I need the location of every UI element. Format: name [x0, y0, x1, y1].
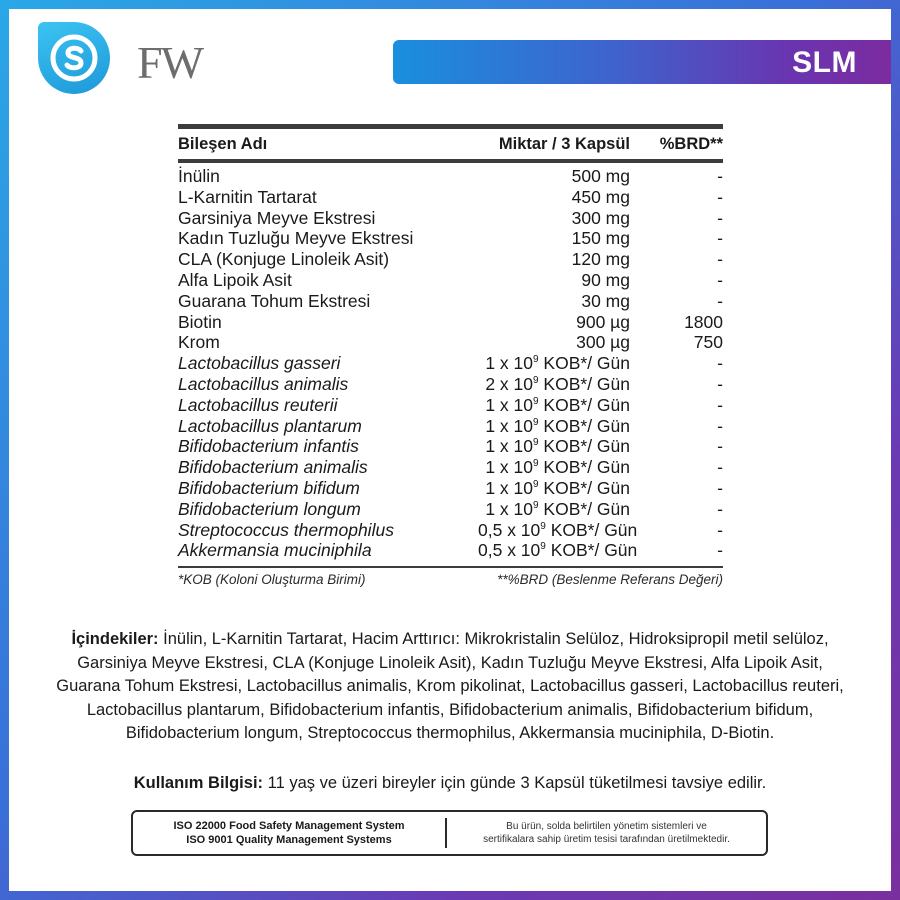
ingredients-text: İnülin, L-Karnitin Tartarat, Hacim Arttırıcı: Mikrokristalin Selüloz, Hidroksipropil metil selüloz, Garsiniya Meyve Ekstresi, CLA (Konjuge Linoleik Asit), Kadın Tuzluğu Meyve Ekstresi, Alfa Lipoik Asit, Guarana Tohum Ekstresi, Lactobacillus animalis, Krom pikolinat, Lactobacillus gasseri, Lactobacillus reuteri, Lactobacillus plantarum, Bifidobacterium infantis, Bifidobacterium animalis, Bifidobacterium bifidum, Bifidobacterium longum, Streptococcus thermophilus, Akkermansia muciniphila, D-Biotin. [56, 630, 844, 742]
certification-box [131, 810, 768, 856]
amount-base: 1 x 10 [485, 498, 533, 519]
iso-standards [133, 819, 445, 847]
component-name: İnülin [178, 166, 220, 186]
table-row [178, 520, 723, 541]
table-row [178, 270, 723, 291]
component-amount [478, 499, 630, 520]
amount-unit: KOB*/ Gün [538, 373, 630, 394]
header-brd: %BRD** [659, 134, 723, 153]
table-row [178, 249, 723, 270]
component-brd: - [717, 249, 723, 270]
component-name: Bifidobacterium longum [178, 498, 361, 519]
certification-note-line2: sertifikalara sahip üretim tesisi tarafından üretilmektedir. [483, 834, 730, 845]
component-amount: 900 µg [576, 311, 630, 332]
component-name: Krom [178, 332, 220, 353]
table-row [178, 499, 723, 520]
table-row [178, 291, 723, 312]
brand-name: SLM [792, 46, 857, 79]
component-amount: 30 mg [581, 290, 630, 311]
footnote-kob: *KOB (Koloni Oluşturma Birimi) [178, 572, 366, 588]
component-amount [478, 416, 630, 437]
amount-exponent: 9 [540, 520, 546, 532]
component-brd: - [717, 457, 723, 478]
amount-base: 0,5 x 10 [478, 540, 541, 561]
amount-unit: KOB*/ Gün [538, 477, 630, 498]
component-amount [478, 519, 638, 541]
component-name: Lactobacillus reuterii [178, 394, 338, 415]
component-name: Bifidobacterium infantis [178, 436, 359, 457]
amount-exponent: 9 [533, 375, 539, 387]
component-name: Alfa Lipoik Asit [178, 269, 292, 290]
table-row [178, 332, 723, 353]
component-brd: - [717, 540, 723, 561]
header-amount: Miktar / 3 Kapsül [498, 134, 630, 153]
brand-banner [393, 40, 891, 84]
table-body [178, 163, 723, 566]
usage-label: Kullanım Bilgisi: [133, 774, 264, 792]
component-brd: - [717, 519, 723, 540]
s-circle-logo-icon [50, 34, 98, 82]
component-amount [478, 457, 630, 478]
amount-base: 0,5 x 10 [478, 519, 541, 540]
component-amount [478, 353, 630, 374]
table-footnotes [178, 568, 723, 587]
amount-unit: KOB*/ Gün [538, 394, 630, 415]
component-amount: 300 mg [571, 207, 630, 228]
table-row [178, 436, 723, 457]
table-row [178, 353, 723, 374]
table-row [178, 228, 723, 249]
component-brd: - [717, 207, 723, 228]
component-brd: - [717, 166, 723, 186]
header-component: Bileşen Adı [178, 134, 268, 153]
component-name: Bifidobacterium animalis [178, 457, 368, 478]
component-amount: 90 mg [581, 269, 630, 290]
component-name: Garsiniya Meyve Ekstresi [178, 207, 376, 228]
usage-text: 11 yaş ve üzeri bireyler için günde 3 Kapsül tüketilmesi tavsiye edilir. [263, 774, 767, 792]
component-name: Akkermansia muciniphila [178, 540, 372, 561]
amount-exponent: 9 [533, 395, 539, 407]
component-brd: - [717, 228, 723, 249]
amount-exponent: 9 [533, 479, 539, 491]
amount-base: 1 x 10 [485, 436, 533, 457]
iso-9001-line: ISO 9001 Quality Management Systems [186, 834, 392, 846]
component-name: Lactobacillus plantarum [178, 415, 362, 436]
component-amount: 500 mg [571, 166, 630, 186]
table-row [178, 540, 723, 561]
component-amount: 150 mg [571, 228, 630, 249]
amount-base: 2 x 10 [485, 373, 533, 394]
ingredients-paragraph [48, 628, 852, 746]
fw-monogram: FW [137, 37, 202, 88]
amount-base: 1 x 10 [485, 477, 533, 498]
component-brd: - [717, 394, 723, 415]
table-row [178, 208, 723, 229]
component-brd: - [717, 290, 723, 311]
usage-paragraph [48, 774, 852, 793]
amount-exponent: 9 [533, 437, 539, 449]
component-brd: - [717, 186, 723, 207]
component-amount [478, 478, 630, 499]
table-row [178, 166, 723, 187]
iso-22000-line: ISO 22000 Food Safety Management System [173, 820, 405, 832]
component-brd: - [717, 477, 723, 498]
component-amount [478, 540, 638, 561]
table-row [178, 478, 723, 499]
component-amount: 300 µg [576, 332, 630, 353]
component-amount: 450 mg [571, 186, 630, 207]
amount-unit: KOB*/ Gün [538, 353, 630, 374]
component-brd: - [717, 373, 723, 394]
component-brd: - [717, 498, 723, 519]
amount-unit: KOB*/ Gün [538, 457, 630, 478]
table-row [178, 395, 723, 416]
component-brd: - [717, 415, 723, 436]
component-name: Guarana Tohum Ekstresi [178, 290, 371, 311]
table-row [178, 457, 723, 478]
table-row [178, 187, 723, 208]
component-amount [478, 436, 630, 457]
ingredients-label: İçindekiler: [71, 630, 159, 648]
component-amount [478, 374, 630, 395]
component-brd: - [717, 436, 723, 457]
amount-exponent: 9 [540, 541, 546, 553]
component-name: Bifidobacterium bifidum [178, 477, 360, 498]
table-row [178, 416, 723, 437]
table-row [178, 312, 723, 333]
component-name: L-Karnitin Tartarat [178, 186, 317, 207]
amount-exponent: 9 [533, 354, 539, 366]
component-name: Lactobacillus gasseri [178, 353, 341, 374]
amount-exponent: 9 [533, 499, 539, 511]
table-header [178, 129, 723, 159]
component-amount: 120 mg [571, 249, 630, 270]
amount-unit: KOB*/ Gün [538, 436, 630, 457]
component-amount [478, 395, 630, 416]
footnote-brd: **%BRD (Beslenme Referans Değeri) [497, 572, 723, 588]
amount-unit: KOB*/ Gün [545, 540, 638, 561]
brand-logo-icon [38, 22, 110, 94]
table-row [178, 374, 723, 395]
component-name: Lactobacillus animalis [178, 373, 349, 394]
amount-unit: KOB*/ Gün [538, 498, 630, 519]
component-name: CLA (Konjuge Linoleik Asit) [178, 249, 390, 270]
component-name: Streptococcus thermophilus [178, 519, 394, 540]
amount-base: 1 x 10 [485, 415, 533, 436]
certification-note [447, 820, 766, 846]
amount-base: 1 x 10 [485, 394, 533, 415]
component-name: Kadın Tuzluğu Meyve Ekstresi [178, 228, 414, 249]
component-name: Biotin [178, 311, 222, 332]
component-brd: - [717, 353, 723, 374]
nutrition-table [178, 124, 723, 587]
amount-base: 1 x 10 [485, 457, 533, 478]
component-brd: - [717, 269, 723, 290]
component-brd: 750 [693, 332, 723, 353]
amount-unit: KOB*/ Gün [538, 415, 630, 436]
amount-exponent: 9 [533, 458, 539, 470]
amount-exponent: 9 [533, 416, 539, 428]
certification-note-line1: Bu ürün, solda belirtilen yönetim sistemleri ve [506, 821, 707, 832]
amount-unit: KOB*/ Gün [545, 519, 638, 540]
component-brd: 1800 [684, 311, 723, 332]
amount-base: 1 x 10 [485, 353, 533, 374]
